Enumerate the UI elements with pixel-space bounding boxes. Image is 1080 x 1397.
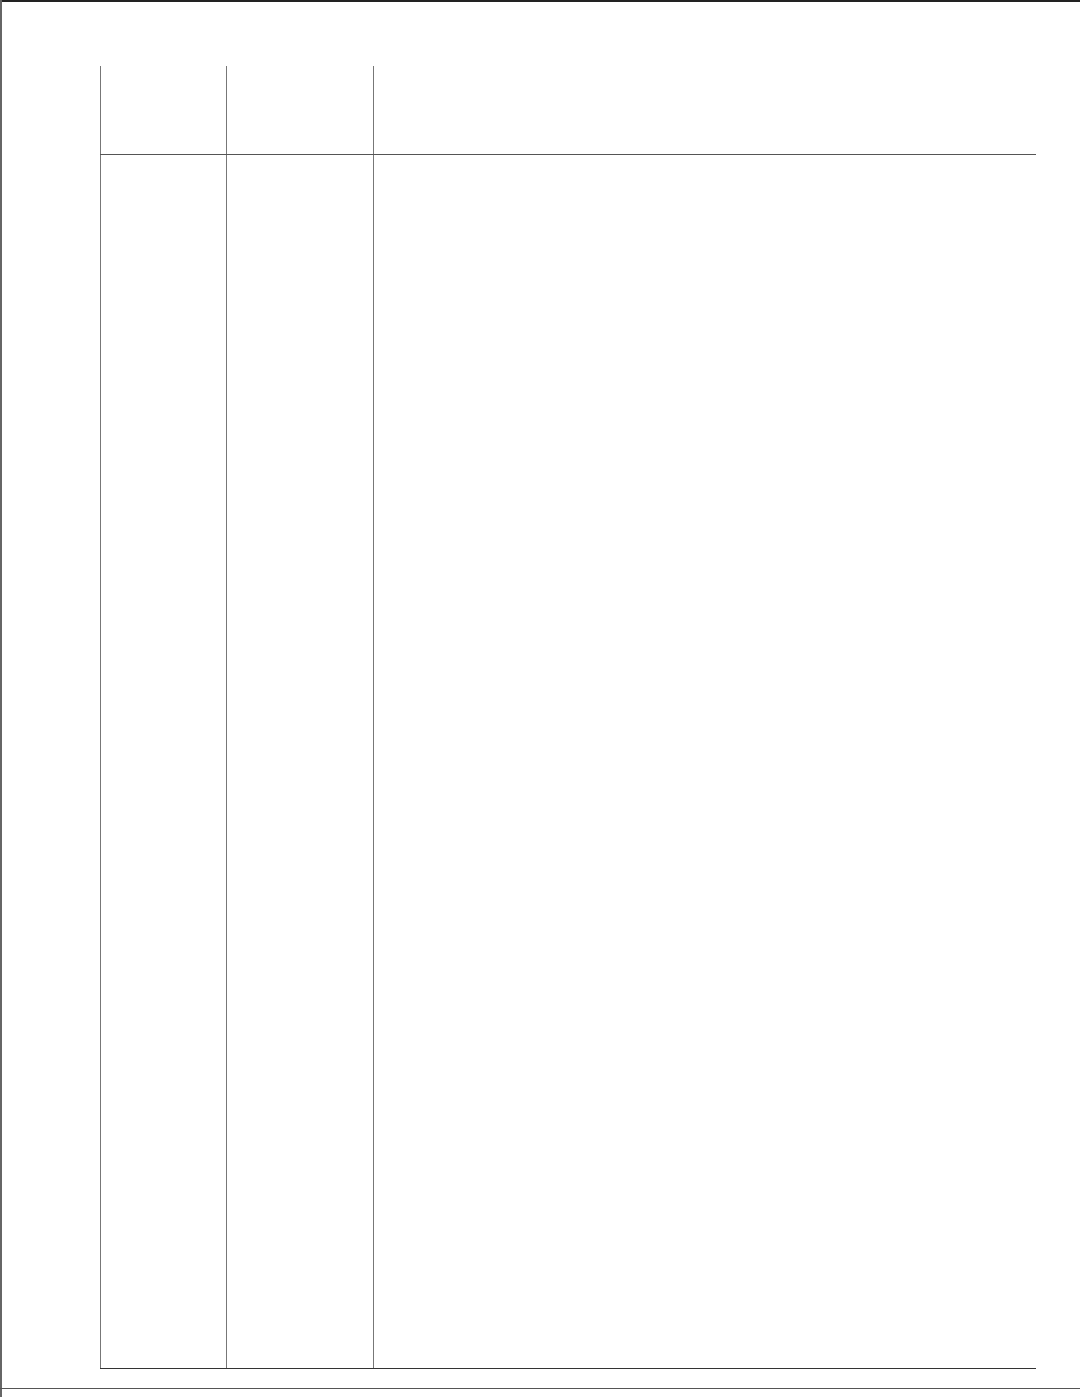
header-rule (100, 154, 1036, 155)
table-bottom-rule (100, 1368, 1036, 1369)
parts-table (96, 66, 1036, 1368)
page-left-border (0, 0, 2, 1397)
page-bottom-border (0, 1388, 1080, 1389)
page-top-border (0, 0, 1080, 2)
no-column-rule (226, 66, 227, 1368)
models-column-rule (373, 66, 374, 1368)
table-left-rule (100, 66, 101, 1368)
